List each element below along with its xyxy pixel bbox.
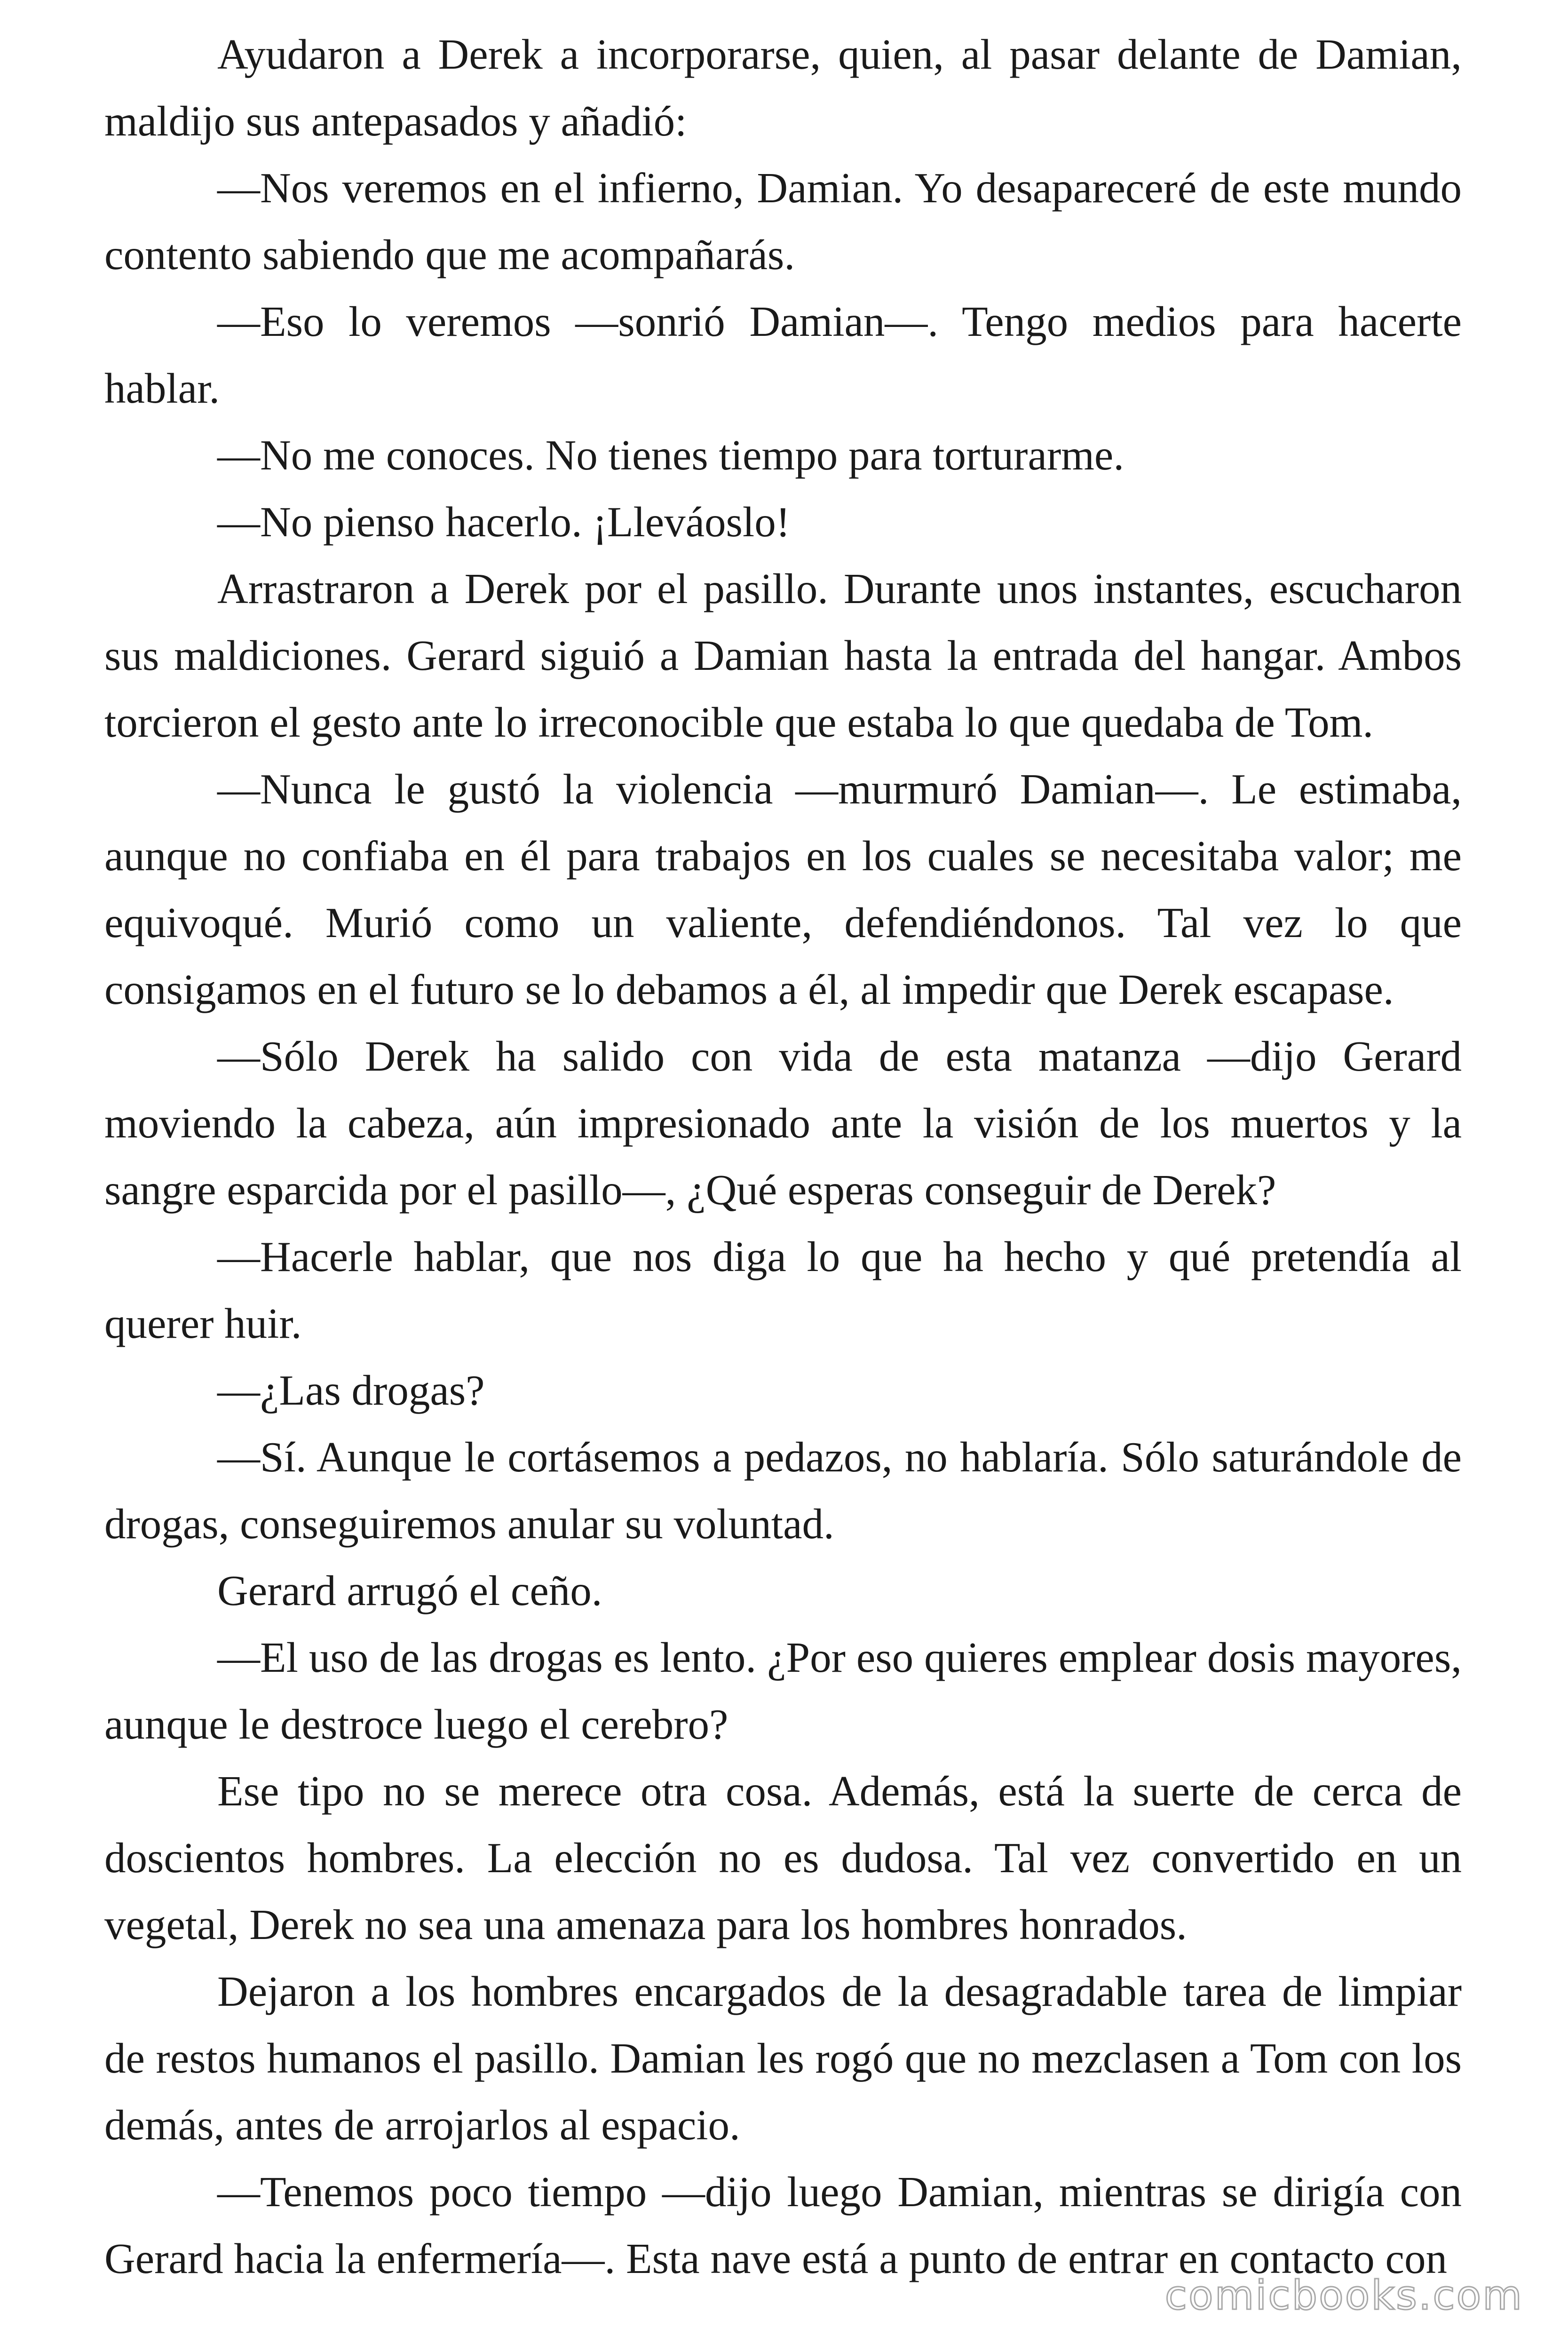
paragraph-15: Dejaron a los hombres encargados de la desagradable tarea de limpiar de restos humanos el pasillo. Damian les rogó que no mezclasen a Tom con los demás, antes de arrojarlos al espacio. <box>104 1968 1462 2149</box>
paragraph-16: —Tenemos poco tiempo —dijo luego Damian, mientras se dirigía con Gerard hacia la enfermería—. Esta nave está a punto de entrar en contacto con <box>104 2168 1462 2282</box>
paragraph-8: —Sólo Derek ha salido con vida de esta matanza —dijo Gerard moviendo la cabeza, aún impresionado ante la visión de los muertos y la sangre esparcida por el pasillo—, ¿Qué esperas conseguir de Derek? <box>104 1033 1462 1214</box>
paragraph-9: —Hacerle hablar, que nos diga lo que ha hecho y qué pretendía al querer huir. <box>104 1233 1462 1347</box>
paragraph-14: Ese tipo no se merece otra cosa. Además, está la suerte de cerca de doscientos hombres. La elección no es dudosa. Tal vez convertido en un vegetal, Derek no sea una amenaza para los hombres honrados. <box>104 1767 1462 1948</box>
paragraph-1: Ayudaron a Derek a incorporarse, quien, al pasar delante de Damian, maldijo sus antepasados y añadió: <box>104 31 1462 145</box>
paragraph-12: Gerard arrugó el ceño. <box>217 1567 602 1614</box>
paragraph-3: —Eso lo veremos —sonrió Damian—. Tengo medios para hacerte hablar. <box>104 298 1462 412</box>
paragraph-5: —No pienso hacerlo. ¡Lleváoslo! <box>217 498 791 546</box>
paragraph-13: —El uso de las drogas es lento. ¿Por eso quieres emplear dosis mayores, aunque le destroce luego el cerebro? <box>104 1634 1462 1748</box>
paragraph-10: —¿Las drogas? <box>217 1367 485 1414</box>
paragraph-11: —Sí. Aunque le cortásemos a pedazos, no hablaría. Sólo saturándole de drogas, conseguiremos anular su voluntad. <box>104 1433 1462 1548</box>
paragraph-6: Arrastraron a Derek por el pasillo. Durante unos instantes, escucharon sus maldiciones. Gerard siguió a Damian hasta la entrada del hangar. Ambos torcieron el gesto ante lo irreconocible que estaba lo que quedaba de Tom. <box>104 565 1462 746</box>
page-body <box>104 21 1462 2292</box>
paragraph-7: —Nunca le gustó la violencia —murmuró Damian—. Le estimaba, aunque no confiaba en él para trabajos en los cuales se necesitaba valor; me equivoqué. Murió como un valiente, defendiéndonos. Tal vez lo que consigamos en el futuro se lo debamos a él, al impedir que Derek escapase. <box>104 765 1462 1013</box>
paragraph-2: —Nos veremos en el infierno, Damian. Yo desapareceré de este mundo contento sabiendo que me acompañarás. <box>104 164 1462 278</box>
watermark: comicbooks.com <box>1164 2272 1523 2319</box>
paragraph-4: —No me conoces. No tienes tiempo para torturarme. <box>217 431 1125 479</box>
